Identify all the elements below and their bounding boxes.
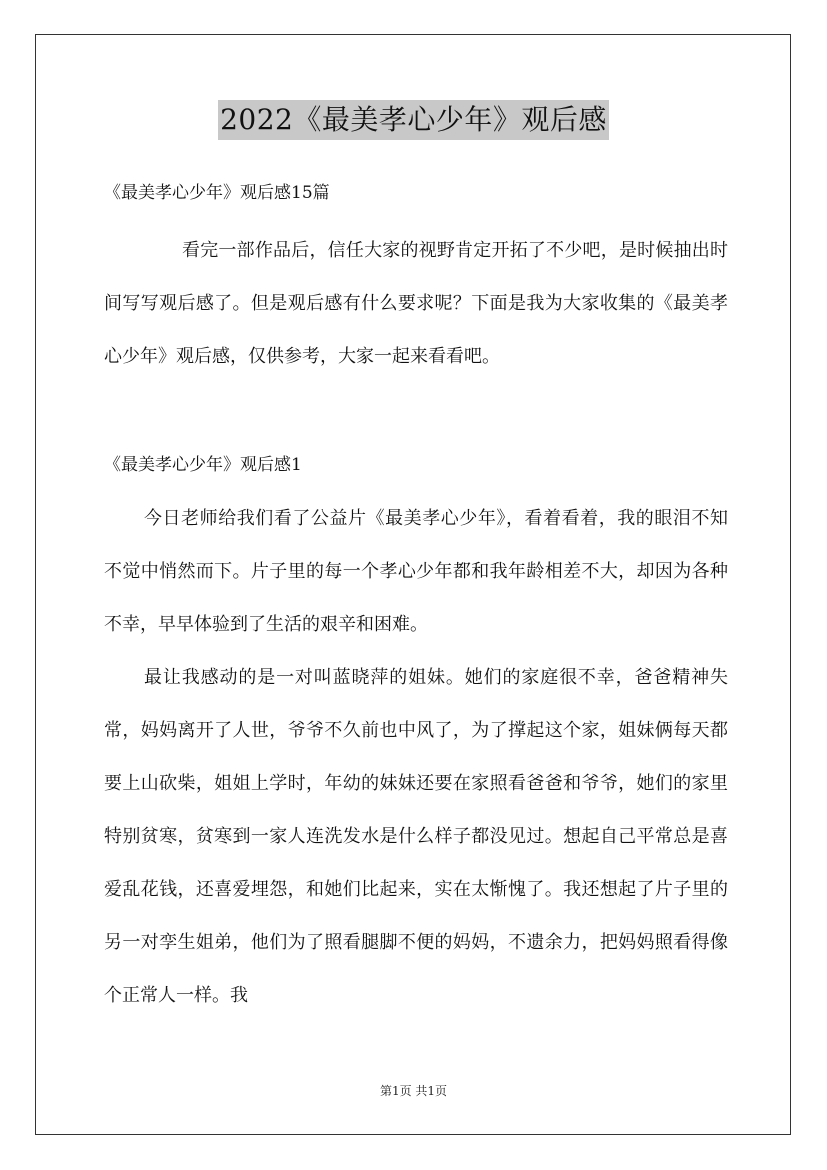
body-paragraph-1: 今日老师给我们看了公益片《最美孝心少年》，看着看着，我的眼泪不知不觉中悄然而下。片子里的每一个孝心少年都和我年龄相差不大，却因为各种不幸，早早体验到了生活的艰辛和困难。 bbox=[104, 508, 728, 635]
document-title: 2022《最美孝心少年》观后感 bbox=[218, 100, 609, 140]
page-footer: 第1页 共1页 bbox=[379, 1084, 448, 1098]
section-heading: 《最美孝心少年》观后感1 bbox=[104, 455, 302, 475]
document-subtitle: 《最美孝心少年》观后感15篇 bbox=[104, 183, 330, 203]
title-container bbox=[0, 100, 827, 140]
intro-paragraph: 看完一部作品后，信任大家的视野肯定开拓了不少吧，是时候抽出时间写写观后感了。但是观后感有什么要求呢？下面是我为大家收集的《最美孝心少年》观后感，仅供参考，大家一起来看看吧。 bbox=[104, 240, 728, 367]
body-paragraph-2: 最让我感动的是一对叫蓝晓萍的姐妹。她们的家庭很不幸，爸爸精神失常，妈妈离开了人世，爷爷不久前也中风了，为了撑起这个家，姐妹俩每天都要上山砍柴，姐姐上学时，年幼的妹妹还要在家照看爸爸和爷爷，她们的家里特别贫寒，贫寒到一家人连洗发水是什么样子都没见过。想起自己平常总是喜爱乱花钱，还喜爱埋怨，和她们比起来，实在太惭愧了。我还想起了片子里的另一对孪生姐弟，他们为了照看腿脚不便的妈妈，不遗余力，把妈妈照看得像个正常人一样。我 bbox=[104, 667, 728, 1006]
